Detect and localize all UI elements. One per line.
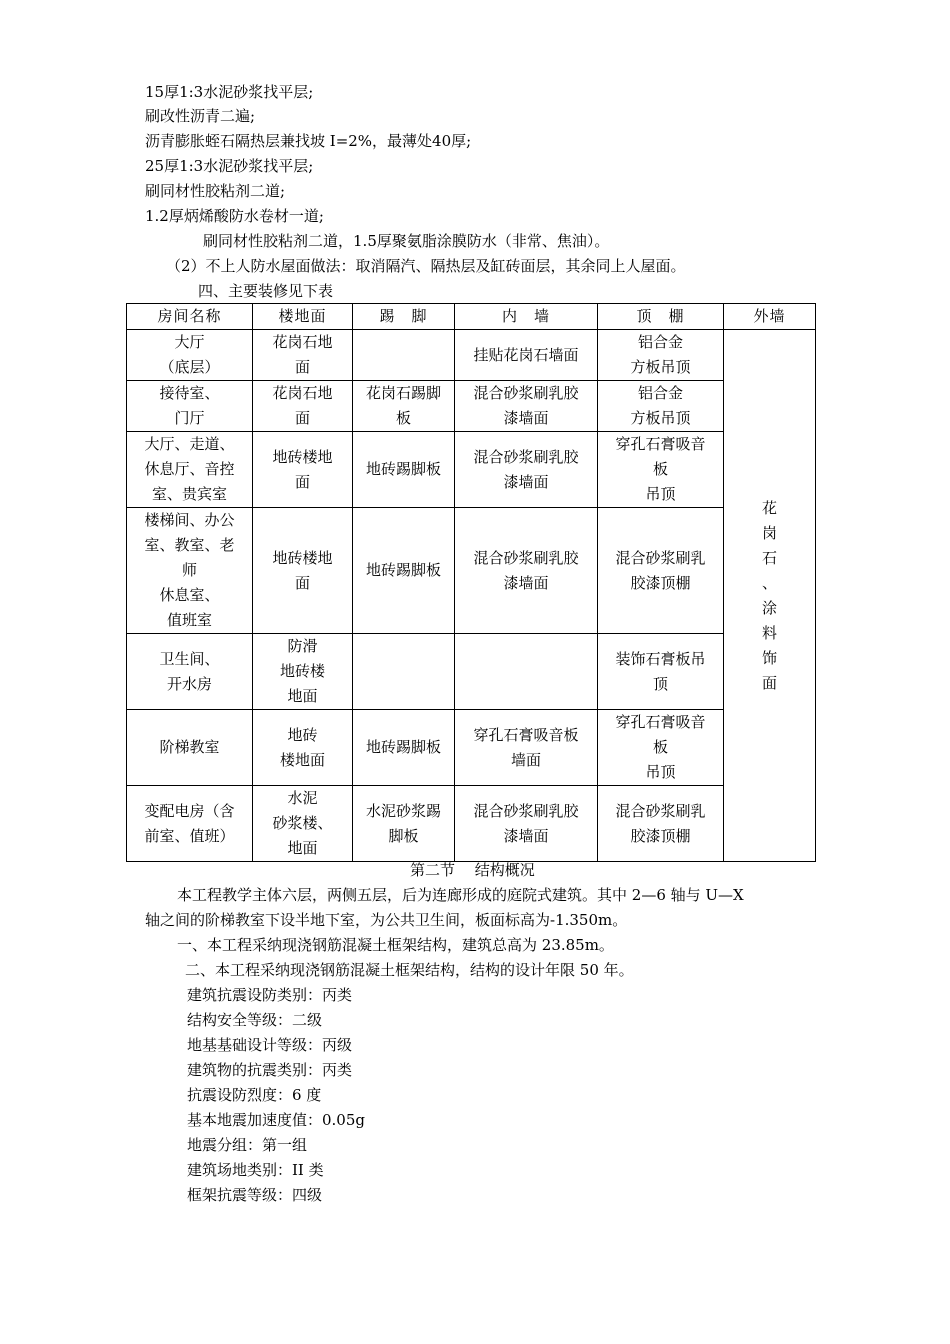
body-line: 抗震设防烈度：6 度 <box>187 1086 322 1104</box>
table-cell: 混合砂浆刷乳胶 漆墙面 <box>455 786 598 862</box>
table-cell: 地砖 楼地面 <box>253 710 353 786</box>
body-line: 结构安全等级：二级 <box>187 1011 323 1029</box>
text-line: 刷改性沥青二遍; <box>145 107 256 125</box>
table-row <box>127 381 816 432</box>
text-line: 刷同材性胶粘剂二道; <box>145 182 286 200</box>
table-cell: 卫生间、 开水房 <box>127 634 253 710</box>
table-cell: 楼梯间、办公 室、教室、老 师 休息室、 值班室 <box>127 508 253 634</box>
text-line: 刷同材性胶粘剂二道，1.5厚聚氨脂涂膜防水（非常、焦油）。 <box>203 232 610 250</box>
table-row <box>127 710 816 786</box>
table-cell: 大厅、走道、 休息厅、音控 室、贵宾室 <box>127 432 253 508</box>
table-cell: 地砖楼地 面 <box>253 508 353 634</box>
table-cell: 水泥砂浆踢 脚板 <box>353 786 455 862</box>
column-header: 踢 脚 <box>353 304 455 330</box>
table-cell: 地砖踢脚板 <box>353 432 455 508</box>
table-cell: 挂贴花岗石墙面 <box>455 330 598 381</box>
table-cell: 混合砂浆刷乳胶 漆墙面 <box>455 381 598 432</box>
table-caption: 四、主要装修见下表 <box>198 282 334 300</box>
column-header: 外墙 <box>724 304 816 330</box>
body-line: 建筑抗震设防类别：丙类 <box>187 986 353 1004</box>
table-row <box>127 330 816 381</box>
table-cell: 水泥 砂浆楼、 地面 <box>253 786 353 862</box>
body-line: 建筑场地类别：II 类 <box>187 1161 324 1179</box>
table-cell: 铝合金 方板吊顶 <box>598 330 724 381</box>
body-line: 地基基础设计等级：丙级 <box>187 1036 353 1054</box>
table-cell: 地砖踢脚板 <box>353 710 455 786</box>
table-cell: 混合砂浆刷乳 胶漆顶棚 <box>598 786 724 862</box>
text-line: 1.2厚炳烯酸防水卷材一道; <box>145 207 324 225</box>
table-cell <box>353 634 455 710</box>
body-line: 基本地震加速度值：0.05g <box>187 1111 366 1129</box>
table-cell: 地砖踢脚板 <box>353 508 455 634</box>
body-line: 地震分组：第一组 <box>187 1136 308 1154</box>
body-line: 一、本工程采纳现浇钢筋混凝土框架结构，建筑总高为 23.85m。 <box>177 936 614 954</box>
table-row <box>127 508 816 634</box>
table-cell: 混合砂浆刷乳 胶漆顶棚 <box>598 508 724 634</box>
text-line: （2）不上人防水屋面做法：取消隔汽、隔热层及缸砖面层，其余同上人屋面。 <box>166 257 686 275</box>
table-cell: 接待室、 门厅 <box>127 381 253 432</box>
column-header: 顶 棚 <box>598 304 724 330</box>
table-cell: 变配电房（含 前室、值班） <box>127 786 253 862</box>
table-cell: 混合砂浆刷乳胶 漆墙面 <box>455 432 598 508</box>
body-line: 轴之间的阶梯教室下设半地下室，为公共卫生间，板面标高为-1.350m。 <box>145 911 628 929</box>
table-cell: 花岗石地 面 <box>253 381 353 432</box>
body-line: 本工程教学主体六层，两侧五层，后为连廊形成的庭院式建筑。其中 2—6 轴与 U—X <box>177 886 744 904</box>
table-cell: 穿孔石膏吸音板 墙面 <box>455 710 598 786</box>
column-header: 楼地面 <box>253 304 353 330</box>
table-row <box>127 432 816 508</box>
text-line: 沥青膨胀蛭石隔热层兼找坡 I=2%，最薄处40厚; <box>145 132 472 150</box>
body-line: 框架抗震等级：四级 <box>187 1186 323 1204</box>
table-cell: 混合砂浆刷乳胶 漆墙面 <box>455 508 598 634</box>
table-cell: 装饰石膏板吊 顶 <box>598 634 724 710</box>
table-cell: 铝合金 方板吊顶 <box>598 381 724 432</box>
body-line: 建筑物的抗震类别：丙类 <box>187 1061 353 1079</box>
table-cell <box>455 634 598 710</box>
table-cell: 防滑 地砖楼 地面 <box>253 634 353 710</box>
table-cell: 大厅 （底层） <box>127 330 253 381</box>
section-title: 第二节 结构概况 <box>410 861 535 879</box>
table-row <box>127 634 816 710</box>
table-cell: 穿孔石膏吸音 板 吊顶 <box>598 710 724 786</box>
text-line: 25厚1:3水泥砂浆找平层; <box>145 157 314 175</box>
table-cell: 地砖楼地 面 <box>253 432 353 508</box>
table-cell: 阶梯教室 <box>127 710 253 786</box>
column-header: 内 墙 <box>455 304 598 330</box>
table-cell <box>353 330 455 381</box>
decoration-table <box>126 303 816 862</box>
table-cell: 穿孔石膏吸音 板 吊顶 <box>598 432 724 508</box>
text-line: 15厚1:3水泥砂浆找平层; <box>145 83 314 101</box>
table-row <box>127 786 816 862</box>
body-line: 二、本工程采纳现浇钢筋混凝土框架结构，结构的设计年限 50 年。 <box>185 961 634 979</box>
table-cell: 花岗石地 面 <box>253 330 353 381</box>
exterior-wall-cell: 花 岗 石 、 涂 料 饰 面 <box>724 330 816 862</box>
table-cell: 花岗石踢脚 板 <box>353 381 455 432</box>
column-header: 房间名称 <box>127 304 253 330</box>
table-header-row <box>127 304 816 330</box>
